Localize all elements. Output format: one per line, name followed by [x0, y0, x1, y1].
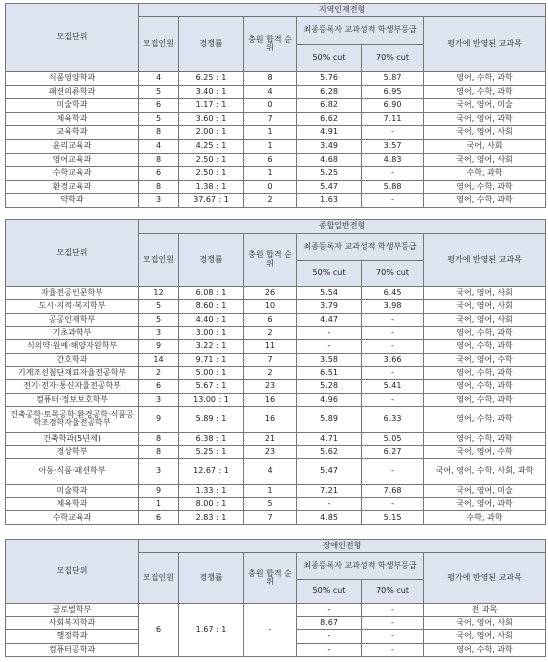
subjects-cell: 영어, 수학, 과학 [424, 367, 546, 380]
dept-cell: 미술학과 [6, 484, 139, 497]
rank-cell: 10 [244, 300, 297, 313]
cut50-cell: 8.67 [297, 616, 362, 629]
cut50-cell: 5.54 [297, 286, 362, 299]
competition-cell: 13.00 : 1 [179, 393, 244, 406]
cut50-cell: 5.25 [297, 167, 362, 181]
cut50-cell: - [297, 326, 362, 339]
table-row [6, 484, 546, 497]
subjects-cell: 국어, 영어, 미술 [424, 484, 546, 497]
competition-cell: 5.67 : 1 [179, 380, 244, 393]
dept-cell: 교육학과 [6, 126, 139, 140]
cut50-cell: 6.62 [297, 112, 362, 126]
rank-cell: 6 [244, 313, 297, 326]
quota-cell: 3 [139, 326, 179, 339]
rank-cell: 1 [244, 126, 297, 140]
subjects-cell: 영어, 수학, 과학 [424, 85, 546, 99]
subjects-cell: 국어, 영어, 사회 [424, 300, 546, 313]
subjects-header: 평가에 반영된 교과목 [424, 553, 546, 603]
competition-header: 경쟁률 [179, 17, 244, 72]
cut50-cell: 6.28 [297, 85, 362, 99]
section-title: 장애인전형 [139, 540, 546, 553]
quota-cell: 8 [139, 126, 179, 140]
dept-cell: 윤리교육과 [6, 139, 139, 153]
dept-cell: 식의약·원예·해양자원학부 [6, 340, 139, 353]
cut50-cell: - [297, 630, 362, 643]
competition-cell: 8.00 : 1 [179, 498, 244, 511]
rank-cell: 7 [244, 511, 297, 525]
quota-cell: 5 [139, 300, 179, 313]
subjects-cell: 국어, 영어, 과학 [424, 498, 546, 511]
dept-cell: 간호학과 [6, 353, 139, 366]
cut50-cell: 7.21 [297, 484, 362, 497]
cut70-cell: 5.87 [362, 72, 424, 86]
dept-cell: 영어교육과 [6, 153, 139, 167]
table-row [6, 180, 546, 194]
subjects-cell: 영어, 수학, 과학 [424, 432, 546, 445]
cut50-cell: 5.76 [297, 72, 362, 86]
rank-cell: 1 [244, 139, 297, 153]
cut70-cell: 5.15 [362, 511, 424, 525]
rank-cell: 2 [244, 367, 297, 380]
section-title: 지역인재전형 [139, 4, 546, 17]
cut70-cell: 6.90 [362, 99, 424, 113]
cut70-cell: - [362, 630, 424, 643]
subjects-cell: 수학, 과학 [424, 511, 546, 525]
cut50-cell: - [297, 603, 362, 616]
dept-cell: 수학교육과 [6, 167, 139, 181]
dept-cell: 기계조선첨단재료자율전공학부 [6, 367, 139, 380]
cut50-cell: - [297, 643, 362, 656]
table-row [6, 313, 546, 326]
dept-header: 모집단위 [6, 4, 139, 72]
quota-cell: 6 [139, 511, 179, 525]
cut50-header: 50% cut [297, 580, 362, 604]
dept-cell: 환경교육과 [6, 180, 139, 194]
cut70-header: 70% cut [362, 261, 424, 286]
competition-cell: 5.89 : 1 [179, 407, 244, 432]
quota-cell: 8 [139, 180, 179, 194]
cut50-header: 50% cut [297, 45, 362, 72]
cut70-cell: - [362, 459, 424, 484]
subjects-cell: 국어, 영어, 사회 [424, 153, 546, 167]
dept-header: 모집단위 [6, 540, 139, 604]
cut50-cell: 5.62 [297, 445, 362, 458]
table-row [6, 153, 546, 167]
table-row [6, 300, 546, 313]
table-row [6, 353, 546, 366]
cut70-cell: - [362, 126, 424, 140]
rank-cell: 5 [244, 498, 297, 511]
subjects-cell: 국어, 사회 [424, 139, 546, 153]
cut70-cell: 3.57 [362, 139, 424, 153]
dept-cell: 건축학과(5년제) [6, 432, 139, 445]
rank-cell: 8 [244, 72, 297, 86]
table-row [6, 340, 546, 353]
quota-cell: 5 [139, 112, 179, 126]
dept-cell: 경상학부 [6, 445, 139, 458]
subjects-cell: 영어, 수학, 과학 [424, 393, 546, 406]
quota-cell: 6 [139, 99, 179, 113]
competition-header: 경쟁률 [179, 553, 244, 603]
cut70-cell: - [362, 616, 424, 629]
quota-cell: 6 [139, 603, 179, 656]
rank-cell: 7 [244, 112, 297, 126]
rank-cell: 4 [244, 85, 297, 99]
cut70-cell: - [362, 340, 424, 353]
table-row [6, 603, 546, 616]
dept-cell: 기초과학부 [6, 326, 139, 339]
subjects-header: 평가에 반영된 교과목 [424, 233, 546, 286]
competition-cell: 3.60 : 1 [179, 112, 244, 126]
cut70-cell: 3.98 [362, 300, 424, 313]
quota-cell: 9 [139, 484, 179, 497]
cut70-cell: 5.05 [362, 432, 424, 445]
quota-header: 모집인원 [139, 233, 179, 286]
table-row [6, 380, 546, 393]
cut50-cell: 3.58 [297, 353, 362, 366]
cut50-cell: 6.82 [297, 99, 362, 113]
cut50-cell: - [297, 340, 362, 353]
quota-cell: 8 [139, 153, 179, 167]
subjects-cell: 국어, 영어, 수학, 사회, 과학 [424, 459, 546, 484]
quota-cell: 4 [139, 139, 179, 153]
subjects-cell: 국어, 영어, 사회 [424, 313, 546, 326]
dept-cell: 컴퓨터·정보보호학부 [6, 393, 139, 406]
subjects-cell: 영어, 수학, 과학 [424, 180, 546, 194]
competition-cell: 1.38 : 1 [179, 180, 244, 194]
subjects-cell: 영어, 수학, 과학 [424, 326, 546, 339]
competition-cell: 4.25 : 1 [179, 139, 244, 153]
subjects-cell: 국어, 영어, 사회 [424, 126, 546, 140]
cut70-cell: 7.11 [362, 112, 424, 126]
cut70-cell: 6.33 [362, 407, 424, 432]
cut50-cell: 4.68 [297, 153, 362, 167]
cut70-cell: - [362, 643, 424, 656]
dept-cell: 아동·식품·패션학부 [6, 459, 139, 484]
rank-cell: - [244, 603, 297, 656]
quota-cell: 9 [139, 407, 179, 432]
rank-cell: 0 [244, 99, 297, 113]
quota-cell: 8 [139, 432, 179, 445]
rank-cell: 16 [244, 407, 297, 432]
dept-cell: 공공인재학부 [6, 313, 139, 326]
cut70-header: 70% cut [362, 45, 424, 72]
subjects-cell: 국어, 영어, 미술 [424, 99, 546, 113]
competition-cell: 1.17 : 1 [179, 99, 244, 113]
rank-cell: 1 [244, 484, 297, 497]
rank-cell: 23 [244, 380, 297, 393]
quota-cell: 2 [139, 367, 179, 380]
table-row [6, 286, 546, 299]
subjects-cell: 국어, 영어, 수학 [424, 353, 546, 366]
dept-cell: 도시·지적·복지학부 [6, 300, 139, 313]
quota-cell: 5 [139, 313, 179, 326]
cut70-cell: - [362, 167, 424, 181]
rank-cell: 6 [244, 153, 297, 167]
section-title: 종합일반전형 [139, 220, 546, 234]
competition-cell: 37.67 : 1 [179, 194, 244, 208]
competition-cell: 5.00 : 1 [179, 367, 244, 380]
competition-cell: 3.22 : 1 [179, 340, 244, 353]
competition-cell: 6.25 : 1 [179, 72, 244, 86]
cut70-cell: 4.83 [362, 153, 424, 167]
rank-cell: 2 [244, 326, 297, 339]
table-row [6, 432, 546, 445]
rank-cell: 7 [244, 353, 297, 366]
comprehensive-general-table [5, 219, 546, 525]
cut70-cell: - [362, 313, 424, 326]
cut50-cell: 4.91 [297, 126, 362, 140]
cut70-cell: - [362, 194, 424, 208]
quota-cell: 3 [139, 194, 179, 208]
quota-cell: 6 [139, 167, 179, 181]
cut70-cell: - [362, 498, 424, 511]
table-row [6, 326, 546, 339]
table-row [6, 85, 546, 99]
cut50-cell: 3.79 [297, 300, 362, 313]
rank-cell: 21 [244, 432, 297, 445]
rank-cell: 23 [244, 445, 297, 458]
competition-cell: 2.00 : 1 [179, 126, 244, 140]
subjects-cell: 영어, 수학, 과학 [424, 407, 546, 432]
cut50-cell: 4.96 [297, 393, 362, 406]
subjects-cell: 국어, 영어, 사회 [424, 286, 546, 299]
subjects-cell: 국어, 영어, 수학 [424, 445, 546, 458]
dept-cell: 전기·전자·통신자율전공학부 [6, 380, 139, 393]
quota-cell: 1 [139, 498, 179, 511]
dept-cell: 체육학과 [6, 112, 139, 126]
table-row [6, 498, 546, 511]
dept-cell: 자율전공인문학부 [6, 286, 139, 299]
cut50-cell: 5.47 [297, 459, 362, 484]
competition-cell: 1.67 : 1 [179, 603, 244, 656]
regional-talent-table [5, 3, 546, 208]
quota-cell: 14 [139, 353, 179, 366]
competition-cell: 3.00 : 1 [179, 326, 244, 339]
quota-cell: 4 [139, 72, 179, 86]
disability-admission-table [5, 539, 546, 657]
cut50-cell: 5.47 [297, 180, 362, 194]
cut50-header: 50% cut [297, 261, 362, 286]
dept-cell: 수학교육과 [6, 511, 139, 525]
table-row [6, 99, 546, 113]
competition-cell: 9.71 : 1 [179, 353, 244, 366]
subjects-cell: 영어, 수학, 과학 [424, 380, 546, 393]
subjects-cell: 국어, 영어, 사회 [424, 630, 546, 643]
table-row [6, 511, 546, 525]
rank-cell: 0 [244, 180, 297, 194]
cut70-cell: 3.66 [362, 353, 424, 366]
competition-header: 경쟁률 [179, 233, 244, 286]
cut70-cell: - [362, 326, 424, 339]
quota-cell: 9 [139, 340, 179, 353]
subjects-cell: 영어, 수학, 과학 [424, 340, 546, 353]
competition-cell: 2.50 : 1 [179, 153, 244, 167]
table-row [6, 112, 546, 126]
quota-cell: 5 [139, 85, 179, 99]
cut70-cell: - [362, 367, 424, 380]
subjects-header: 평가에 반영된 교과목 [424, 17, 546, 72]
dept-cell: 약학과 [6, 194, 139, 208]
table-row [6, 445, 546, 458]
subjects-cell: 국어, 영어, 사회 [424, 616, 546, 629]
dept-cell: 행정학과 [6, 630, 139, 643]
rank-cell: 26 [244, 286, 297, 299]
subjects-cell: 국어, 영어, 과학 [424, 112, 546, 126]
rank-cell: 1 [244, 167, 297, 181]
table-row [6, 367, 546, 380]
competition-cell: 1.33 : 1 [179, 484, 244, 497]
competition-cell: 4.40 : 1 [179, 313, 244, 326]
competition-cell: 5.25 : 1 [179, 445, 244, 458]
dept-cell: 미술학과 [6, 99, 139, 113]
cut70-cell: 6.45 [362, 286, 424, 299]
cut70-cell: 5.41 [362, 380, 424, 393]
rank-cell: 4 [244, 459, 297, 484]
table-row [6, 393, 546, 406]
dept-cell: 패션의류학과 [6, 85, 139, 99]
rank-header: 충원 합격 순위 [244, 17, 297, 72]
dept-cell: 글로벌학부 [6, 603, 139, 616]
competition-cell: 12.67 : 1 [179, 459, 244, 484]
table-row [6, 126, 546, 140]
dept-cell: 건축공학·토목공학·환경공학·식품공학조경학자율전공학부 [6, 407, 139, 432]
cut50-cell: 5.89 [297, 407, 362, 432]
cut50-cell: 4.85 [297, 511, 362, 525]
rank-cell: 16 [244, 393, 297, 406]
subjects-cell: 영어, 수학, 과학 [424, 194, 546, 208]
competition-cell: 3.40 : 1 [179, 85, 244, 99]
subjects-cell: 전 과목 [424, 603, 546, 616]
subjects-cell: 수학, 과학 [424, 167, 546, 181]
rank-header: 충원 합격 순위 [244, 233, 297, 286]
cut70-cell: 5.88 [362, 180, 424, 194]
competition-cell: 2.83 : 1 [179, 511, 244, 525]
quota-header: 모집인원 [139, 553, 179, 603]
rank-cell: 11 [244, 340, 297, 353]
grade-header: 최종등록자 교과성적 학생부등급 [297, 17, 424, 45]
dept-cell: 체육학과 [6, 498, 139, 511]
cut50-cell: - [297, 498, 362, 511]
subjects-cell: 영어, 수학, 과학 [424, 72, 546, 86]
rank-cell: 2 [244, 194, 297, 208]
table-row [6, 72, 546, 86]
cut50-cell: 4.47 [297, 313, 362, 326]
table-row [6, 167, 546, 181]
quota-cell: 3 [139, 393, 179, 406]
cut50-cell: 1.63 [297, 194, 362, 208]
dept-cell: 식품영양학과 [6, 72, 139, 86]
cut70-cell: - [362, 603, 424, 616]
quota-cell: 6 [139, 380, 179, 393]
table-row [6, 194, 546, 208]
cut50-cell: 6.51 [297, 367, 362, 380]
quota-header: 모집인원 [139, 17, 179, 72]
quota-cell: 3 [139, 459, 179, 484]
grade-header: 최종등록자 교과성적 학생부등급 [297, 553, 424, 580]
dept-cell: 사회복지학과 [6, 616, 139, 629]
quota-cell: 8 [139, 445, 179, 458]
dept-cell: 컴퓨터공학과 [6, 643, 139, 656]
cut70-cell: 6.95 [362, 85, 424, 99]
cut70-header: 70% cut [362, 580, 424, 604]
dept-header: 모집단위 [6, 220, 139, 287]
rank-header: 충원 합격 순위 [244, 553, 297, 603]
table-row [6, 459, 546, 484]
cut70-cell: - [362, 393, 424, 406]
competition-cell: 2.50 : 1 [179, 167, 244, 181]
grade-header: 최종등록자 교과성적 학생부등급 [297, 233, 424, 261]
table-row [6, 407, 546, 432]
competition-cell: 6.38 : 1 [179, 432, 244, 445]
competition-cell: 6.08 : 1 [179, 286, 244, 299]
cut50-cell: 3.49 [297, 139, 362, 153]
cut50-cell: 4.71 [297, 432, 362, 445]
subjects-cell: 영어, 수학, 과학 [424, 643, 546, 656]
cut70-cell: 6.27 [362, 445, 424, 458]
quota-cell: 12 [139, 286, 179, 299]
cut70-cell: 7.68 [362, 484, 424, 497]
cut50-cell: 5.28 [297, 380, 362, 393]
competition-cell: 8.60 : 1 [179, 300, 244, 313]
table-row [6, 139, 546, 153]
